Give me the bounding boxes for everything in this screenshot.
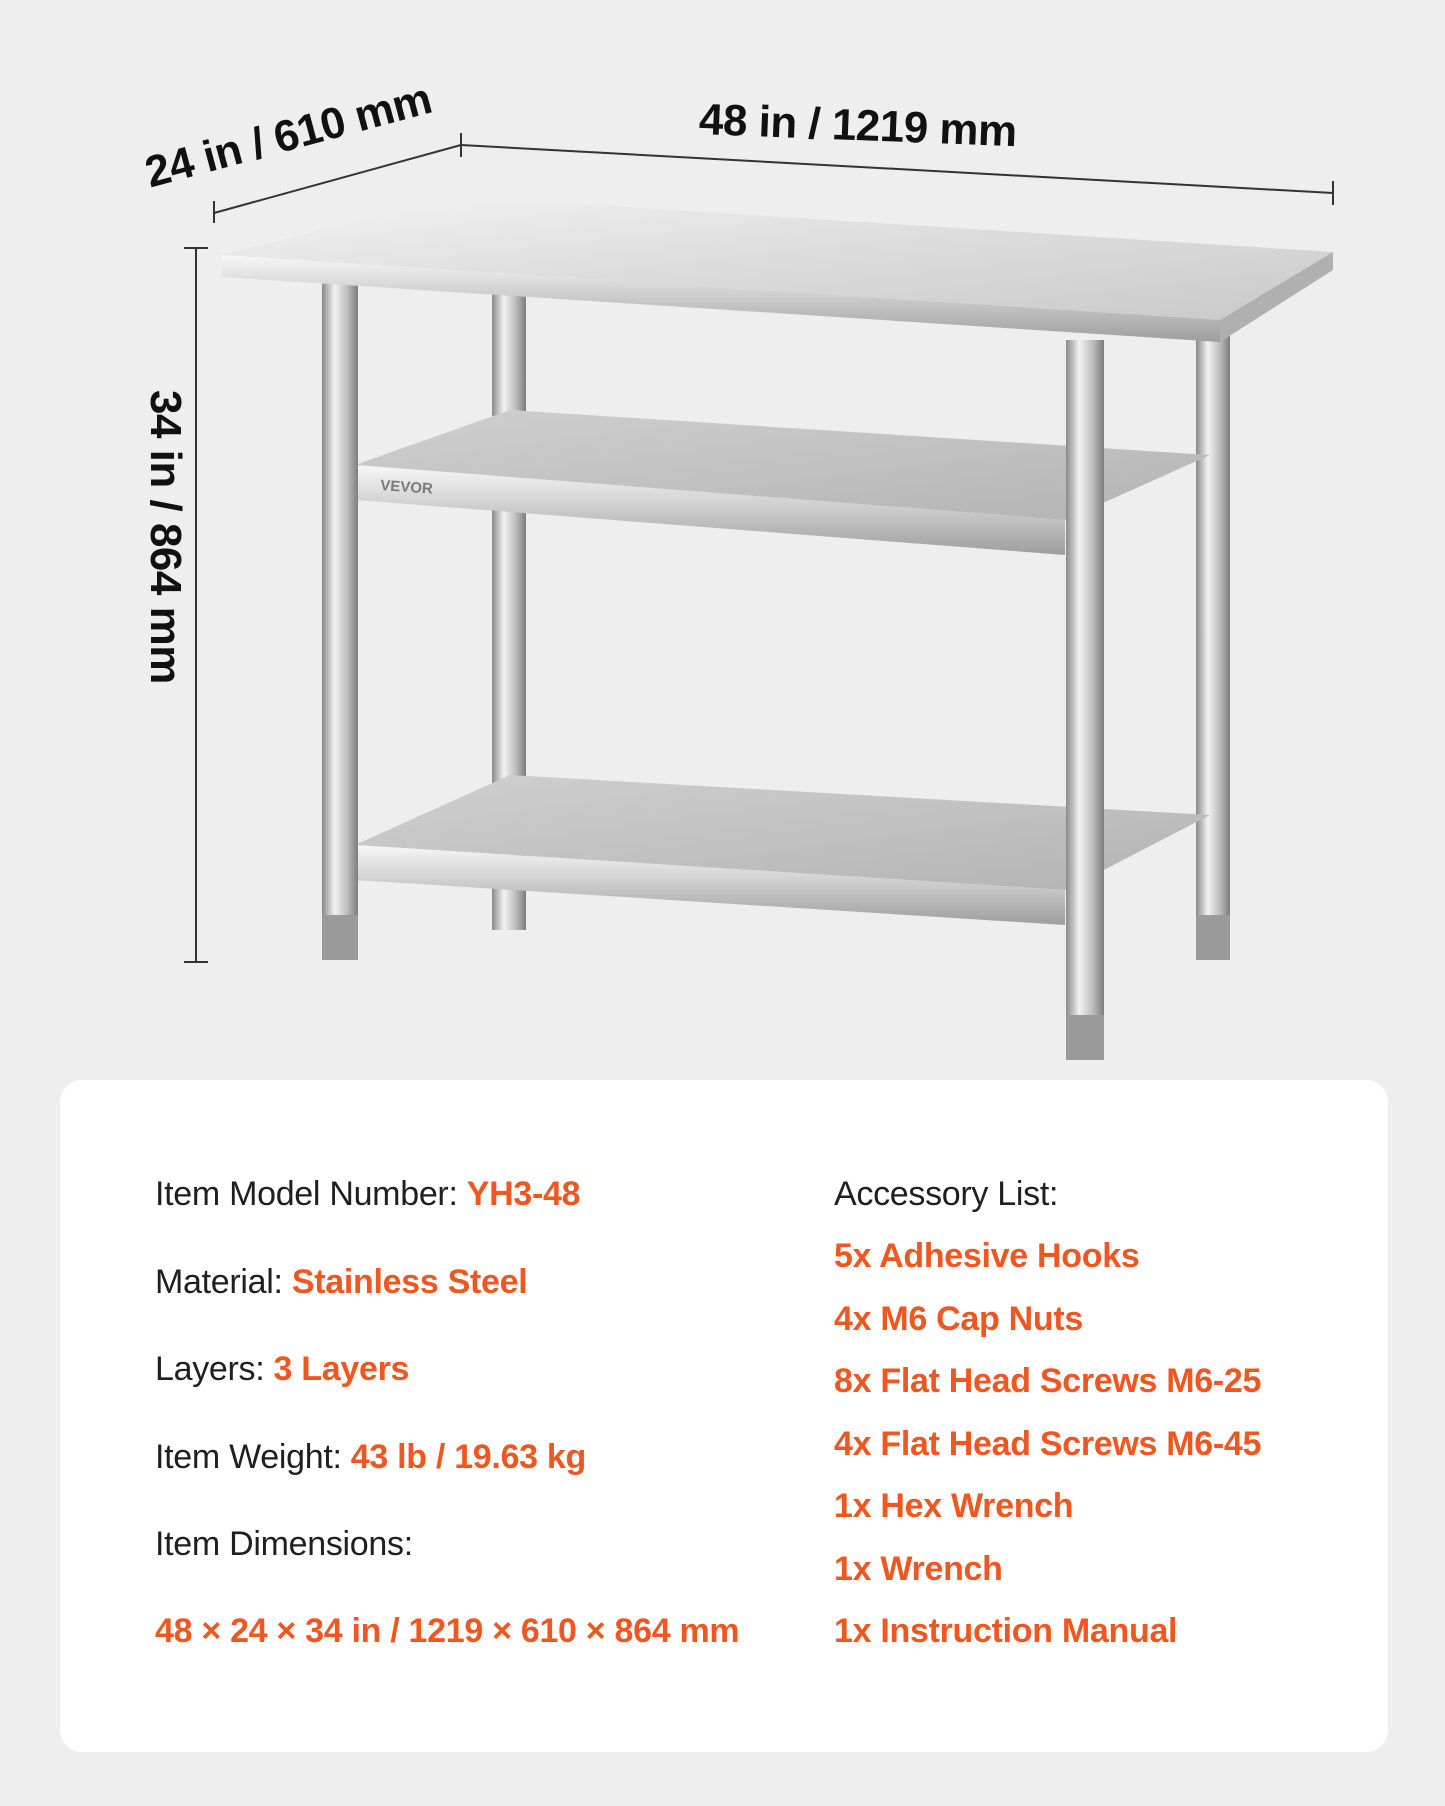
spec-weight (155, 1438, 586, 1477)
accessory-item: 4x M6 Cap Nuts (834, 1300, 1083, 1338)
leg-foot (322, 915, 358, 960)
spec-label: Item Model Number: (155, 1175, 467, 1213)
spec-model (155, 1175, 580, 1214)
table-leg (1196, 318, 1230, 918)
accessory-item: 8x Flat Head Screws M6-25 (834, 1362, 1262, 1400)
spec-value: YH3-48 (466, 1175, 581, 1213)
accessory-item: 1x Wrench (834, 1550, 1003, 1588)
spec-value: 3 Layers (273, 1350, 410, 1388)
accessory-item: 4x Flat Head Screws M6-45 (834, 1425, 1262, 1463)
accessory-item: 5x Adhesive Hooks (834, 1237, 1140, 1275)
spec-card (60, 1080, 1388, 1752)
width-dimension-label: 48 in / 1219 mm (698, 95, 1018, 157)
table-leg (1066, 340, 1104, 1040)
spec-material (155, 1263, 527, 1302)
brand-mark: VEVOR (379, 477, 434, 498)
spec-label: Layers: (155, 1350, 274, 1388)
spec-layers (155, 1350, 409, 1389)
accessory-item: 1x Instruction Manual (834, 1612, 1178, 1650)
accessory-item: 1x Hex Wrench (834, 1487, 1074, 1525)
leg-foot (1066, 1015, 1104, 1060)
leg-foot (1196, 915, 1230, 960)
spec-dimensions-label: Item Dimensions: (155, 1525, 413, 1563)
depth-dimension-label: 24 in / 610 mm (140, 73, 437, 198)
spec-dimensions-value: 48 × 24 × 34 in / 1219 × 610 × 864 mm (155, 1612, 740, 1650)
accessory-list-title: Accessory List: (834, 1175, 1059, 1213)
spec-value: Stainless Steel (291, 1263, 528, 1301)
spec-label: Item Weight: (155, 1438, 351, 1476)
spec-value: 43 lb / 19.63 kg (350, 1438, 587, 1476)
height-dimension-label: 34 in / 864 mm (141, 390, 190, 684)
table-leg (322, 282, 358, 922)
spec-label: Material: (155, 1263, 292, 1301)
